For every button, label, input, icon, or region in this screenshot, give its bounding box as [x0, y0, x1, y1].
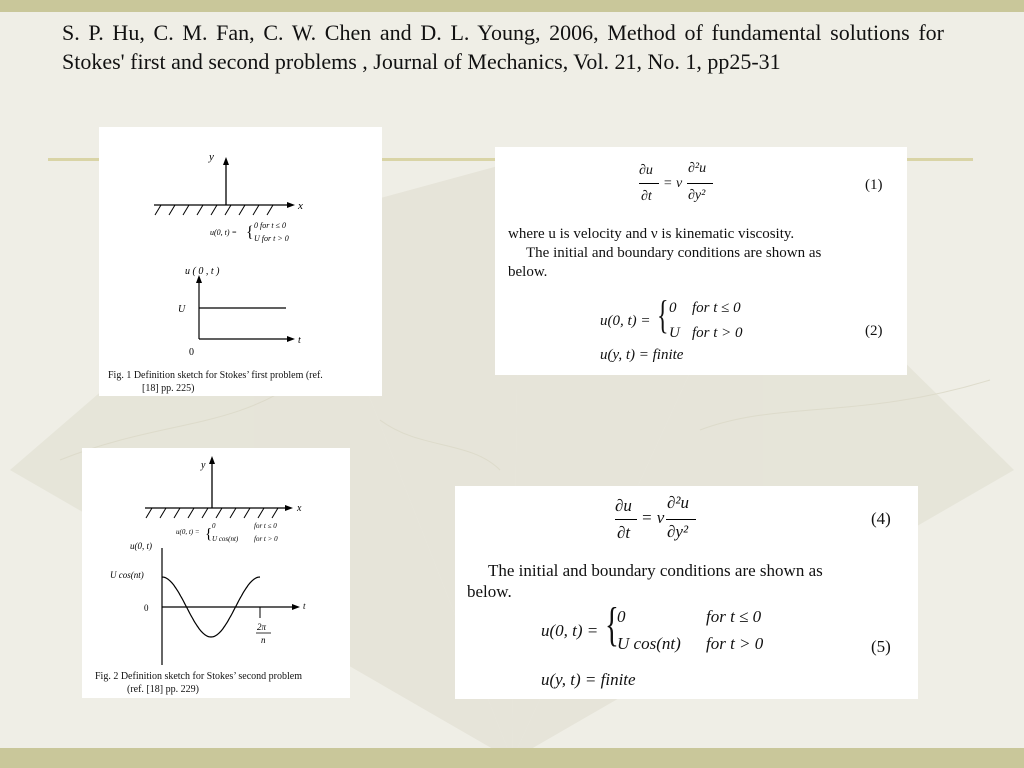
eq5-brace: {	[605, 598, 619, 651]
figure-2-panel	[82, 448, 350, 698]
fig2-y-label: y	[201, 460, 206, 471]
eq1-lhs-bar	[639, 183, 659, 184]
fig2-bc-case1-cond: for t ≤ 0	[254, 522, 277, 530]
eq5-lhs: u(0, t) =	[541, 621, 599, 640]
eq2-last: u(y, t) = finite	[600, 347, 684, 363]
eq4-number: (4)	[871, 509, 891, 528]
fig2-bc-case2-cond: for t > 0	[254, 535, 278, 543]
fig1-y-arrow	[223, 157, 229, 165]
eq2-brace: {	[657, 292, 669, 337]
eq5-case1-cond: for t ≤ 0	[706, 607, 762, 626]
eq1-number: (1)	[865, 177, 883, 193]
figure-1-sketch	[99, 127, 382, 396]
eq4-rhs-den: ∂y²	[667, 522, 689, 541]
eq5-last: u(y, t) = finite	[541, 670, 636, 689]
conditions2-line2: below.	[467, 582, 512, 601]
eq5-case2-val: U cos(nt)	[617, 634, 681, 653]
fig2-bc-brace: {	[205, 526, 213, 542]
eq5-number: (5)	[871, 637, 891, 656]
eq1-rhs-den: ∂y²	[688, 188, 706, 203]
fig1-y-label: y	[209, 151, 214, 163]
where-text: where u is velocity and ν is kinematic viscosity.	[508, 226, 795, 242]
fig1-x-arrow	[287, 202, 295, 208]
fig1-plot-ylabel: u ( 0 , t )	[185, 266, 220, 277]
eq4-lhs-den: ∂t	[617, 523, 631, 542]
eq4-lhs-num: ∂u	[615, 496, 632, 515]
eq2-number: (2)	[865, 323, 883, 339]
eq5-case1-val: 0	[617, 607, 626, 626]
eq4-rhs-bar	[666, 519, 696, 520]
conditions1-line1: The initial and boundary conditions are shown as	[526, 245, 822, 261]
fig2-x-label: x	[297, 503, 302, 514]
eq1-rhs-num: ∂²u	[688, 161, 707, 176]
reference-citation: S. P. Hu, C. M. Fan, C. W. Chen and D. L. Young, 2006, Method of fundamental solutions for Stokes' first and second problems , Journal of Mechanics, Vol. 21, No. 1, pp25-31	[62, 20, 944, 74]
eq1-lhs-den: ∂t	[641, 189, 652, 204]
bottom-band	[0, 748, 1024, 768]
fig2-bc-case2: U cos(nt)	[212, 535, 239, 543]
figure-1-panel	[99, 127, 382, 396]
eq1-lhs-num: ∂u	[639, 163, 653, 178]
fig1-origin-label: 0	[189, 347, 194, 358]
eq4-rhs-num: ∂²u	[667, 493, 689, 512]
eq2-case1-cond: for t ≤ 0	[692, 300, 741, 316]
fig1-bc-case1: 0 for t ≤ 0	[254, 221, 286, 230]
eq2-case1-val: 0	[669, 300, 677, 316]
fig2-t-label: t	[303, 601, 306, 611]
equations-panel-2	[455, 486, 918, 699]
fig2-bc-lhs: u(0, t) =	[176, 528, 200, 536]
fig2-plot-ylabel: u(0, t)	[130, 541, 152, 551]
eq5-case2-cond: for t > 0	[706, 634, 764, 653]
fig1-t-label: t	[298, 335, 301, 346]
eq2-case2-cond: for t > 0	[692, 325, 743, 341]
conditions1-line2: below.	[508, 264, 548, 280]
eq1-equals: = ν	[663, 176, 683, 191]
eq1-rhs-bar	[687, 183, 713, 184]
eq2-lhs: u(0, t) =	[600, 313, 651, 329]
eq2-case2-val: U	[669, 325, 680, 341]
eq4-equals: = ν	[641, 508, 665, 527]
figure-2-sketch	[82, 448, 350, 698]
fig2-hatching	[146, 508, 278, 518]
fig1-bc-lhs: u(0, t) =	[210, 228, 237, 237]
fig2-bc-case1: 0	[212, 522, 216, 530]
conditions2-line1: The initial and boundary conditions are shown as	[488, 561, 823, 580]
fig1-hatching	[155, 205, 273, 215]
fig2-origin-label: 0	[144, 603, 149, 613]
fig2-caption-line2: (ref. [18] pp. 229)	[127, 684, 199, 695]
fig2-period-num: 2π	[257, 622, 267, 632]
equations-panel-1	[495, 147, 907, 375]
fig1-x-label: x	[298, 200, 303, 212]
fig1-level-label: U	[178, 304, 186, 315]
fig1-bc-case2: U for t > 0	[254, 234, 289, 243]
fig2-caption-line1: Fig. 2 Definition sketch for Stokes’ second problem	[95, 671, 303, 682]
fig1-bc-brace: {	[246, 224, 254, 241]
fig1-caption-line2: [18] pp. 225)	[142, 383, 195, 394]
fig1-caption-line1: Fig. 1 Definition sketch for Stokes’ first problem (ref.	[108, 370, 323, 381]
eq4-lhs-bar	[615, 519, 637, 520]
fig2-amp-label: U cos(nt)	[110, 570, 144, 580]
fig2-period-den: n	[261, 635, 266, 645]
top-band	[0, 0, 1024, 12]
